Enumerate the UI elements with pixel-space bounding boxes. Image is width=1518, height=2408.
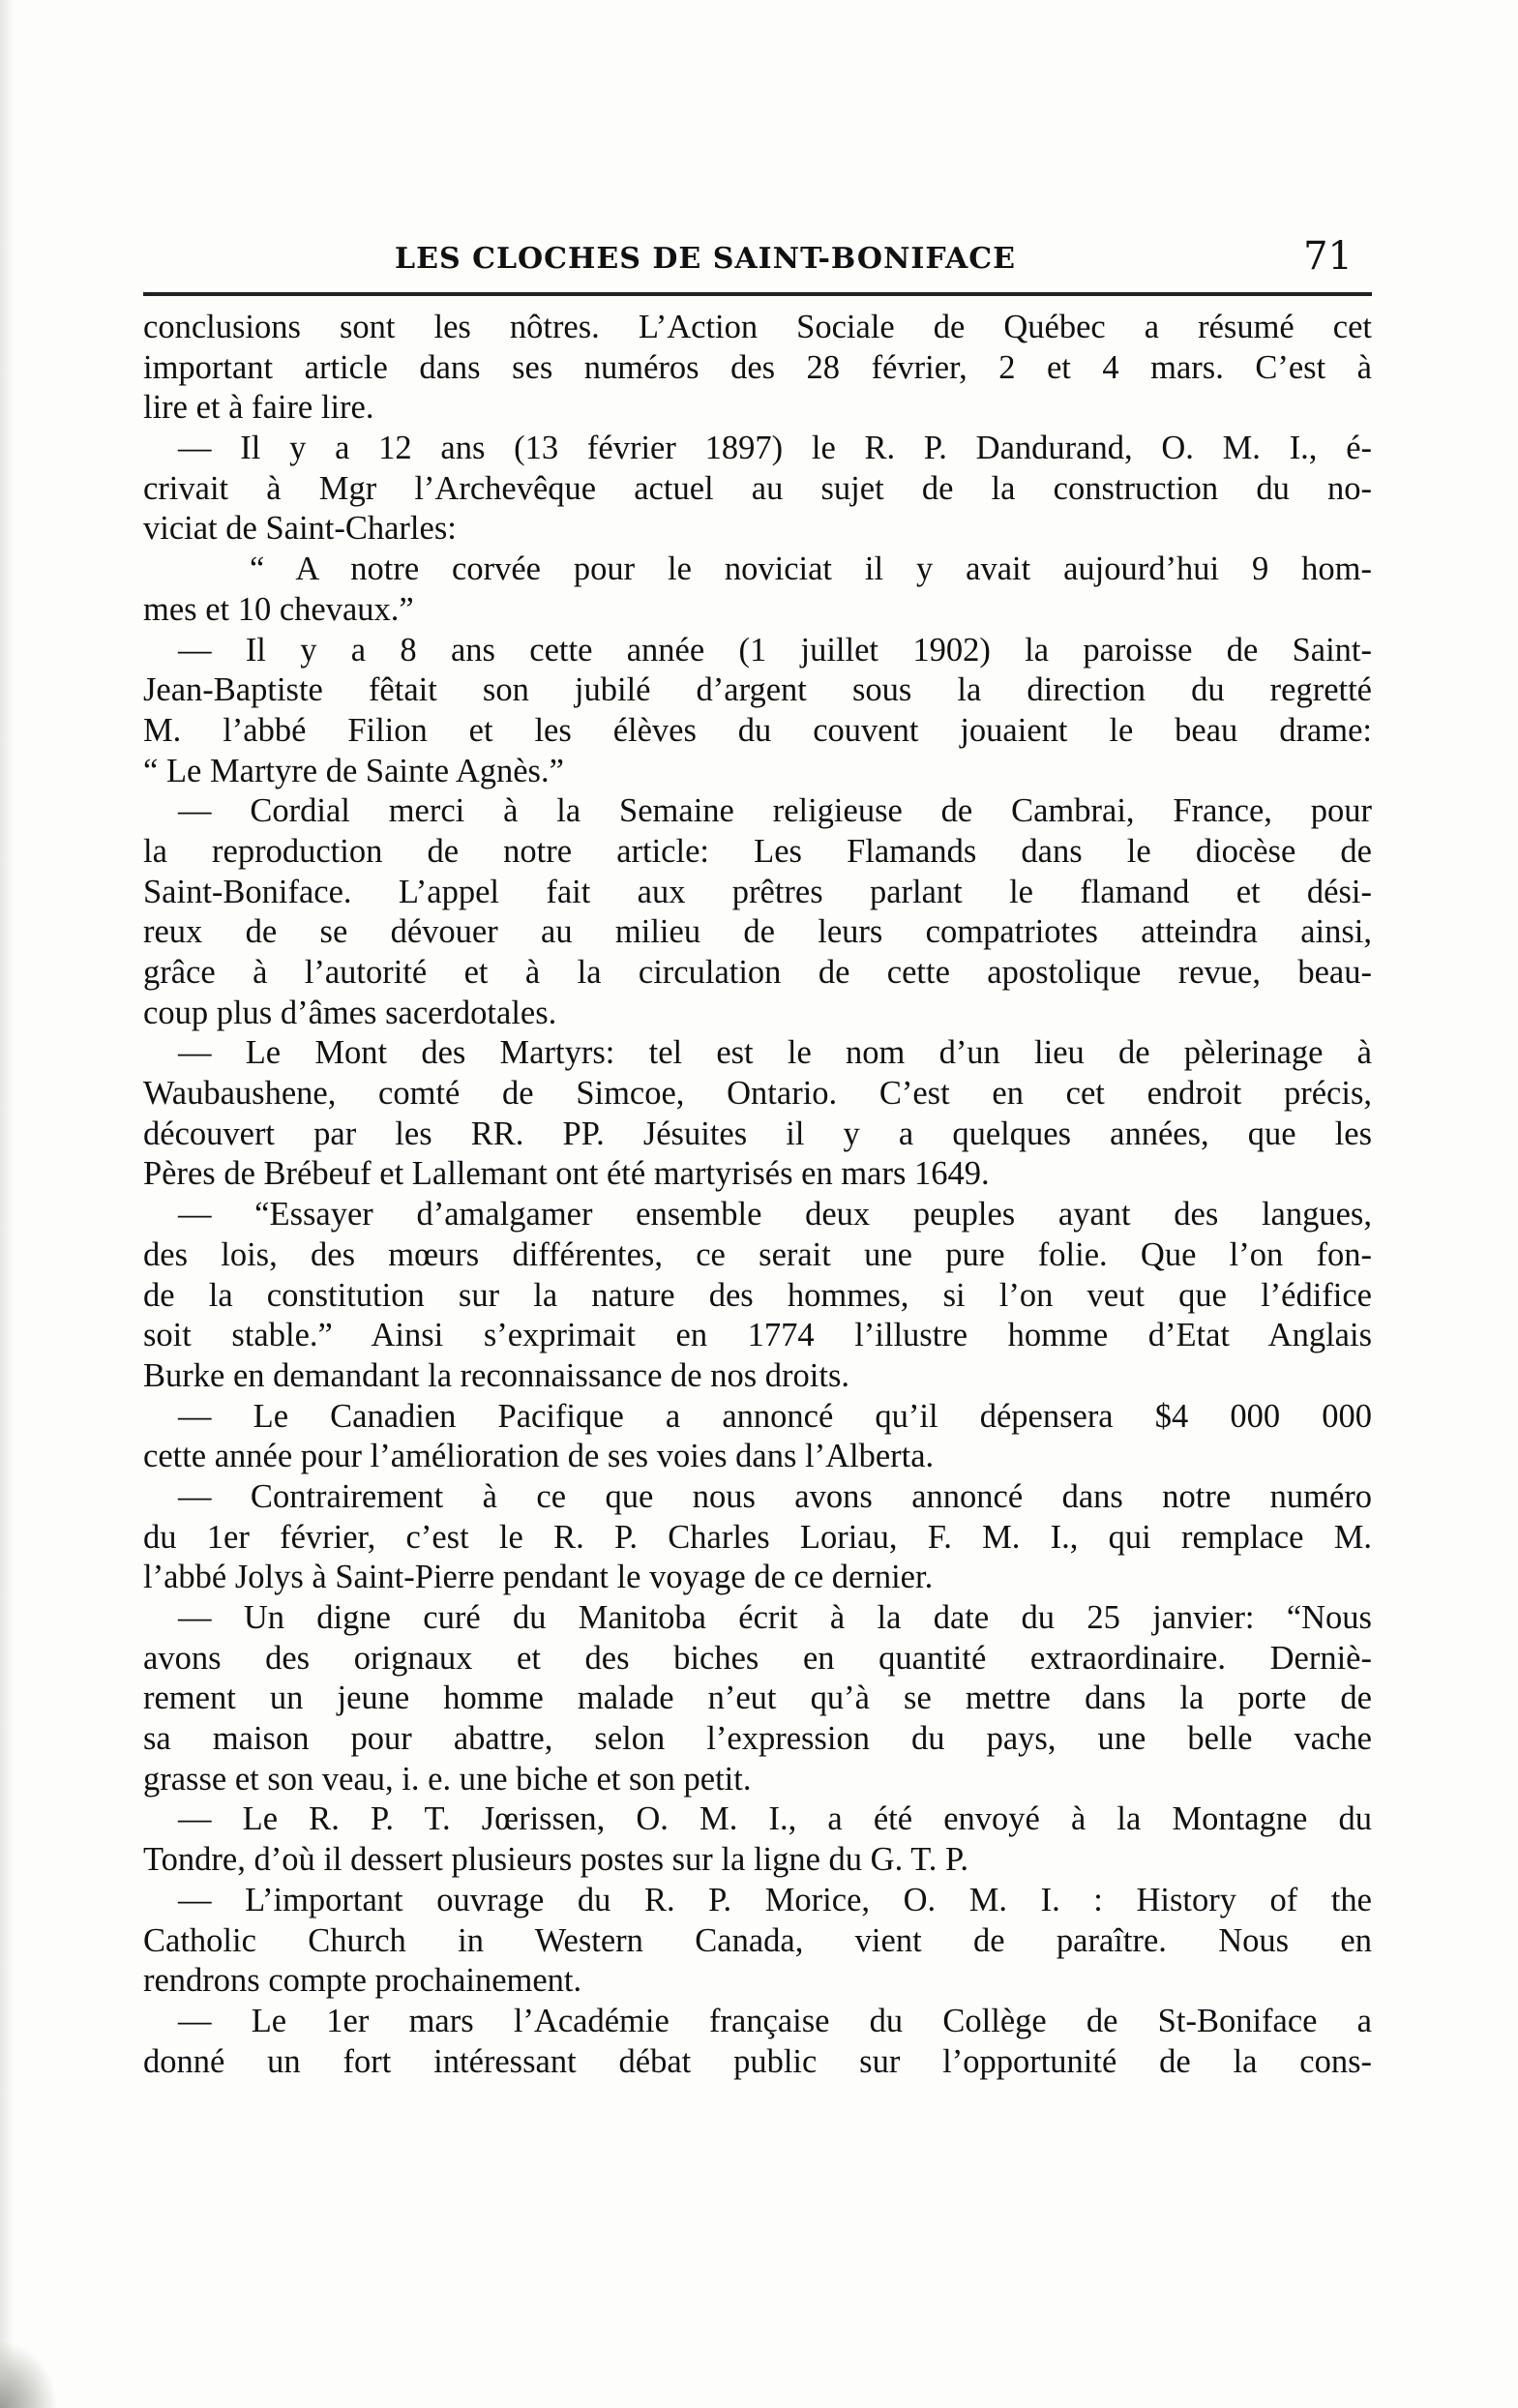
text-line: grasse et son veau, i. e. une biche et son petit. [143, 1760, 752, 1798]
text-line: rendrons compte prochainement. [143, 1962, 582, 2000]
text-line: — “Essayer d’amalgamer ensemble deux peuples ayant des langues, [178, 1196, 1372, 1234]
book-page [143, 230, 1372, 2359]
text-line: — Le R. P. T. Jœrissen, O. M. I., a été envoyé à la Montagne du [178, 1800, 1372, 1838]
text-line: Jean-Baptiste fêtait son jubilé d’argent sous la direction du regretté [143, 671, 1372, 709]
text-line: important article dans ses numéros des 28 février, 2 et 4 mars. C’est à [143, 348, 1372, 386]
text-line: reux de se dévouer au milieu de leurs compatriotes atteindra ainsi, [143, 913, 1372, 951]
text-line: sa maison pour abattre, selon l’expression du pays, une belle vache [143, 1720, 1372, 1758]
text-line: Waubaushene, comté de Simcoe, Ontario. C’est en cet endroit précis, [143, 1075, 1372, 1113]
text-line: — Le Mont des Martyrs: tel est le nom d’un lieu de pèlerinage à [178, 1034, 1372, 1072]
text-line: Saint-Boniface. L’appel fait aux prêtres parlant le flamand et dési- [143, 873, 1372, 910]
running-head [143, 230, 1372, 294]
text-line: rement un jeune homme malade n’eut qu’à se mettre dans la porte de [143, 1680, 1372, 1717]
text-line: lire et à faire lire. [143, 389, 374, 427]
text-line: découvert par les RR. PP. Jésuites il y a quelques années, que les [143, 1115, 1372, 1152]
text-line: — Le 1er mars l’Académie française du Collège de St-Boniface a [178, 2002, 1372, 2039]
text-line: Pères de Brébeuf et Lallemant ont été martyrisés en mars 1649. [143, 1155, 990, 1193]
text-line: “ Le Martyre de Sainte Agnès.” [143, 752, 564, 789]
text-line: l’abbé Jolys à Saint-Pierre pendant le voyage de ce dernier. [143, 1559, 934, 1596]
text-line: M. l’abbé Filion et les élèves du couvent jouaient le beau drame: [143, 711, 1372, 749]
text-line: avons des orignaux et des biches en quantité extraordinaire. Derniè- [143, 1639, 1372, 1677]
text-line: — Contrairement à ce que nous avons annoncé dans notre numéro [178, 1477, 1372, 1515]
text-line: viciat de Saint-Charles: [143, 510, 457, 548]
text-line: — Il y a 8 ans cette année (1 juillet 1902) la paroisse de Saint- [178, 631, 1372, 669]
text-line: de la constitution sur la nature des hommes, si l’on veut que l’édifice [143, 1276, 1372, 1314]
text-line: — Il y a 12 ans (13 février 1897) le R. P. Dandurand, O. M. I., é- [178, 430, 1372, 467]
text-line: — Un digne curé du Manitoba écrit à la date du 25 janvier: “Nous [178, 1599, 1372, 1636]
text-line: Catholic Church in Western Canada, vient de paraître. Nous en [143, 1921, 1372, 1959]
text-line: mes et 10 chevaux.” [143, 590, 414, 628]
text-line: conclusions sont les nôtres. L’Action Sociale de Québec a résumé cet [143, 309, 1372, 345]
text-line: — Cordial merci à la Semaine religieuse de Cambrai, France, pour [178, 792, 1372, 830]
text-line: “ A notre corvée pour le noviciat il y avait aujourd’hui 9 hom- [250, 550, 1372, 588]
text-line: — L’important ouvrage du R. P. Morice, O. M. I. : History of the [178, 1881, 1372, 1918]
text-line: soit stable.” Ainsi s’exprimait en 1774 l’illustre homme d’Etat Anglais [143, 1317, 1372, 1354]
text-line: cette année pour l’amélioration de ses voies dans l’Alberta. [143, 1438, 935, 1475]
text-line: Burke en demandant la reconnaissance de nos droits. [143, 1356, 850, 1394]
text-line: la reproduction de notre article: Les Flamands dans le diocèse de [143, 832, 1372, 870]
body-text [143, 308, 1372, 2082]
text-line: Tondre, d’où il dessert plusieurs postes sur la ligne du G. T. P. [143, 1841, 968, 1879]
text-line: coup plus d’âmes sacerdotales. [143, 994, 557, 1031]
text-line: donné un fort intéressant débat public sur l’opportunité de la cons- [143, 2042, 1372, 2080]
text-line: des lois, des mœurs différentes, ce serait une pure folie. Que l’on fon- [143, 1235, 1372, 1273]
page-corner-smudge [0, 2340, 58, 2408]
page-number: 71 [1303, 234, 1353, 279]
text-line: — Le Canadien Pacifique a annoncé qu’il dépensera $4 000 000 [178, 1397, 1372, 1435]
text-line: grâce à l’autorité et à la circulation de cette apostolique revue, beau- [143, 954, 1372, 991]
page-edge-shadow [0, 0, 14, 2408]
header-rule [143, 292, 1372, 296]
text-line: du 1er février, c’est le R. P. Charles Loriau, F. M. I., qui remplace M. [143, 1518, 1372, 1556]
text-line: crivait à Mgr l’Archevêque actuel au sujet de la construction du no- [143, 469, 1372, 507]
running-title: LES CLOCHES DE SAINT-BONIFACE [395, 242, 1016, 276]
